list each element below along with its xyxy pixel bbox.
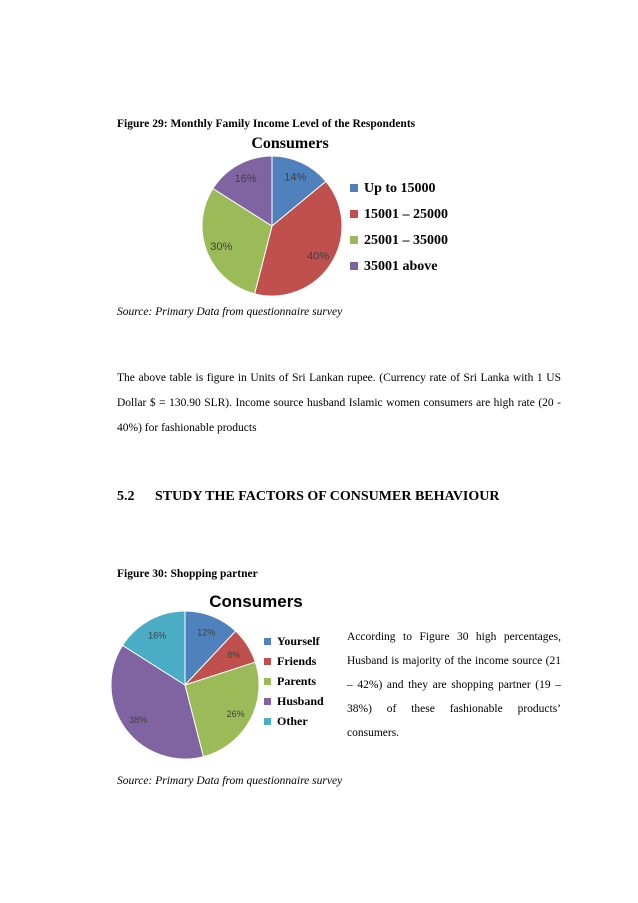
- pie-data-label: 16%: [148, 630, 167, 641]
- legend-swatch: [264, 718, 271, 725]
- pie-data-label: 12%: [197, 627, 216, 638]
- pie-data-label: 8%: [227, 650, 241, 661]
- income-pie-chart: [190, 128, 490, 300]
- pie-slices: [202, 156, 342, 296]
- legend-swatch: [264, 658, 271, 665]
- legend-swatch: [264, 638, 271, 645]
- legend-swatch: [350, 262, 358, 270]
- legend-entry: Yourself: [277, 634, 320, 648]
- legend-swatch: [350, 184, 358, 192]
- figure-29-source: Source: Primary Data from questionnaire survey: [117, 306, 343, 318]
- legend-swatch: [350, 210, 358, 218]
- pie-data-label: 16%: [234, 173, 257, 186]
- pie-legend: [264, 634, 324, 728]
- paragraph-text: The above table is figure in Units of Sri Lankan rupee. (Currency rate of Sri Lanka with 1 US Dollar $ = 130.90 SLR). Income source husband Islamic women consumers are high rate (20 - 40%) for fashionable products: [117, 372, 561, 434]
- legend-entry: 15001 – 25000: [364, 207, 448, 222]
- figure-29-caption: Figure 29: Monthly Family Income Level of the Respondents: [117, 118, 416, 130]
- legend-entry: Other: [277, 714, 308, 728]
- figure-30-side-text: According to Figure 30 high percentages, Husband is majority of the income source (21 – 42%) and they are shopping partner (19 – 38%) of these fashionable products’ consumers.: [347, 631, 561, 739]
- legend-swatch: [350, 236, 358, 244]
- legend-swatch: [264, 678, 271, 685]
- pie-data-label: 38%: [129, 714, 148, 725]
- pie-slices: [111, 611, 259, 759]
- legend-entry: Up to 15000: [364, 181, 436, 196]
- body-paragraph: [117, 366, 561, 441]
- chart-title: Consumers: [209, 592, 303, 611]
- figure-30-caption: Figure 30: Shopping partner: [117, 568, 258, 580]
- shopping-partner-pie-chart: [105, 585, 340, 765]
- figure-30-source: Source: Primary Data from questionnaire survey: [117, 775, 343, 787]
- section-title: STUDY THE FACTORS OF CONSUMER BEHAVIOUR: [155, 489, 500, 504]
- pie-data-label: 14%: [284, 171, 307, 184]
- section-heading: [117, 489, 499, 505]
- legend-entry: Husband: [277, 694, 324, 708]
- legend-swatch: [264, 698, 271, 705]
- pie-legend: [350, 181, 448, 274]
- legend-entry: 25001 – 35000: [364, 233, 448, 248]
- legend-entry: Friends: [277, 654, 317, 668]
- pie-data-label: 30%: [210, 241, 233, 254]
- pie-data-label: 26%: [226, 708, 245, 719]
- legend-entry: 35001 above: [364, 259, 438, 274]
- legend-entry: Parents: [277, 674, 317, 688]
- section-number: 5.2: [117, 489, 135, 504]
- pie-data-label: 40%: [307, 250, 330, 263]
- chart-title: Consumers: [251, 135, 329, 152]
